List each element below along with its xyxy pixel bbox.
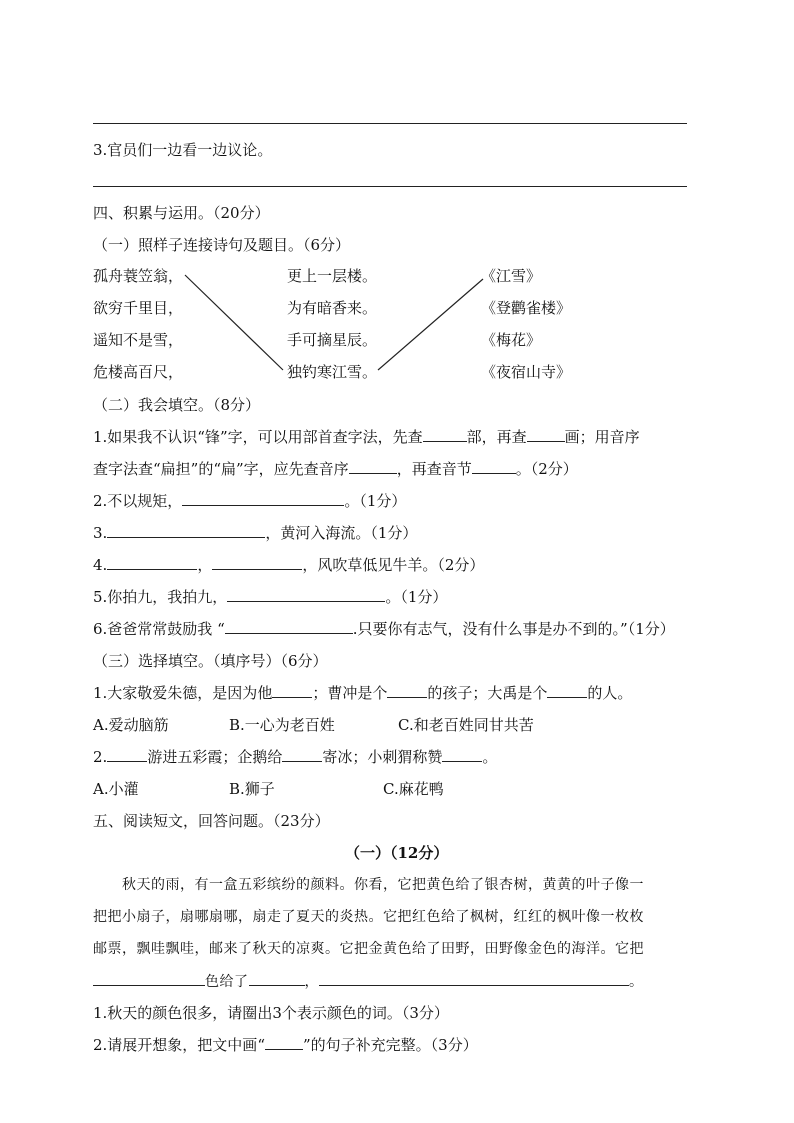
passage-title: （一）（12分） bbox=[345, 844, 449, 862]
fill-blank[interactable] bbox=[442, 747, 482, 762]
choice-option: A.爱动脑筋 bbox=[93, 716, 169, 734]
fill-blank[interactable] bbox=[472, 459, 516, 474]
poem-line-right: 手可摘星辰。 bbox=[287, 331, 378, 349]
fill-blank[interactable] bbox=[423, 427, 467, 442]
fill-question-1-line-2: 查字法查“扁担”的“扁”字，应先查音序 ，再查音节 。（2分） bbox=[93, 460, 578, 478]
fill-blank[interactable] bbox=[547, 683, 587, 698]
fill-blank[interactable] bbox=[93, 971, 205, 986]
fill-question-2: 2.不以规矩， 。（1分） bbox=[93, 492, 407, 510]
poem-line-right: 独钓寒江雪。 bbox=[287, 363, 378, 381]
fill-blank[interactable] bbox=[212, 555, 302, 570]
poem-line-right: 为有暗香来。 bbox=[287, 299, 378, 317]
part-3-title: （三）选择填空。（填序号）（6分） bbox=[93, 652, 328, 670]
part-1-title: （一）照样子连接诗句及题目。（6分） bbox=[93, 236, 351, 254]
poem-line-right: 更上一层楼。 bbox=[287, 267, 378, 285]
fill-blank[interactable] bbox=[387, 683, 427, 698]
poem-line-left: 孤舟蓑笠翁， bbox=[93, 267, 184, 285]
fill-blank[interactable] bbox=[272, 683, 312, 698]
fill-blank[interactable] bbox=[249, 971, 305, 986]
fill-question-6: 6.爸爸常常鼓励我 “ .只要你有志气，没有什么事是办不到的。”（1分） bbox=[93, 620, 675, 638]
fill-blank[interactable] bbox=[319, 971, 629, 986]
question-3-text: 3.官员们一边看一边议论。 bbox=[93, 141, 273, 159]
part-2-title: （二）我会填空。（8分） bbox=[93, 396, 261, 414]
fill-blank[interactable] bbox=[107, 747, 147, 762]
section-5-title: 五、阅读短文，回答问题。（23分） bbox=[93, 812, 330, 830]
fill-blank[interactable] bbox=[107, 523, 265, 538]
passage-line: 把把小扇子，扇哪扇哪，扇走了夏天的炎热。它把红色给了枫树，红红的枫叶像一枚枚 bbox=[93, 909, 644, 925]
fill-blank[interactable] bbox=[107, 555, 197, 570]
choice-option: B.狮子 bbox=[229, 780, 275, 798]
fill-blank[interactable] bbox=[527, 427, 565, 442]
choice-option: A.小灌 bbox=[93, 780, 139, 798]
underline-mark bbox=[265, 1035, 303, 1050]
fill-blank[interactable] bbox=[282, 747, 322, 762]
choice-option: C.和老百姓同甘共苦 bbox=[398, 716, 534, 734]
poem-line-left: 危楼高百尺， bbox=[93, 363, 184, 381]
fill-question-1-line-1: 1.如果我不认识“锋”字，可以用部首查字法，先查 部，再查 画；用音序 bbox=[93, 428, 640, 446]
poem-title: 《江雪》 bbox=[481, 267, 542, 285]
connector-line-1 bbox=[185, 275, 283, 370]
fill-blank[interactable] bbox=[225, 619, 353, 634]
section-4-title: 四、积累与运用。（20分） bbox=[93, 204, 270, 222]
connector-line-2 bbox=[378, 279, 483, 370]
poem-line-left: 遥知不是雪， bbox=[93, 331, 184, 349]
poem-title: 《夜宿山寺》 bbox=[481, 363, 572, 381]
fill-question-4: 4. ， ，风吹草低见牛羊。（2分） bbox=[93, 556, 485, 574]
reading-question-2: 2.请展开想象，把文中画“ ”的句子补充完整。（3分） bbox=[93, 1036, 478, 1054]
poem-line-left: 欲穷千里目， bbox=[93, 299, 184, 317]
fill-question-3: 3. ，黄河入海流。（1分） bbox=[93, 524, 418, 542]
fill-blank[interactable] bbox=[349, 459, 397, 474]
choice-option: B.一心为老百姓 bbox=[229, 716, 335, 734]
passage-line: 邮票，飘哇飘哇，邮来了秋天的凉爽。它把金黄色给了田野，田野像金色的海洋。它把 bbox=[93, 941, 644, 957]
fill-blank[interactable] bbox=[182, 491, 344, 506]
passage-line-with-blanks: 色给了 ， 。 bbox=[93, 971, 644, 992]
choice-question-2: 2. 游进五彩霞；企鹅给 寄冰；小刺猬称赞 。 bbox=[93, 748, 498, 766]
poem-title: 《梅花》 bbox=[481, 331, 542, 349]
fill-blank[interactable] bbox=[227, 587, 385, 602]
reading-question-1: 1.秋天的颜色很多，请圈出3个表示颜色的词。（3分） bbox=[93, 1004, 449, 1022]
choice-question-1: 1.大家敬爱朱德，是因为他 ；曹冲是个 的孩子；大禹是个 的人。 bbox=[93, 684, 633, 702]
choice-option: C.麻花鸭 bbox=[383, 780, 444, 798]
passage-line: 秋天的雨，有一盒五彩缤纷的颜料。你看，它把黄色给了银杏树，黄黄的叶子像一 bbox=[122, 877, 644, 893]
poem-title: 《登鹳雀楼》 bbox=[481, 299, 572, 317]
fill-question-5: 5.你拍九，我拍九， 。（1分） bbox=[93, 588, 448, 606]
